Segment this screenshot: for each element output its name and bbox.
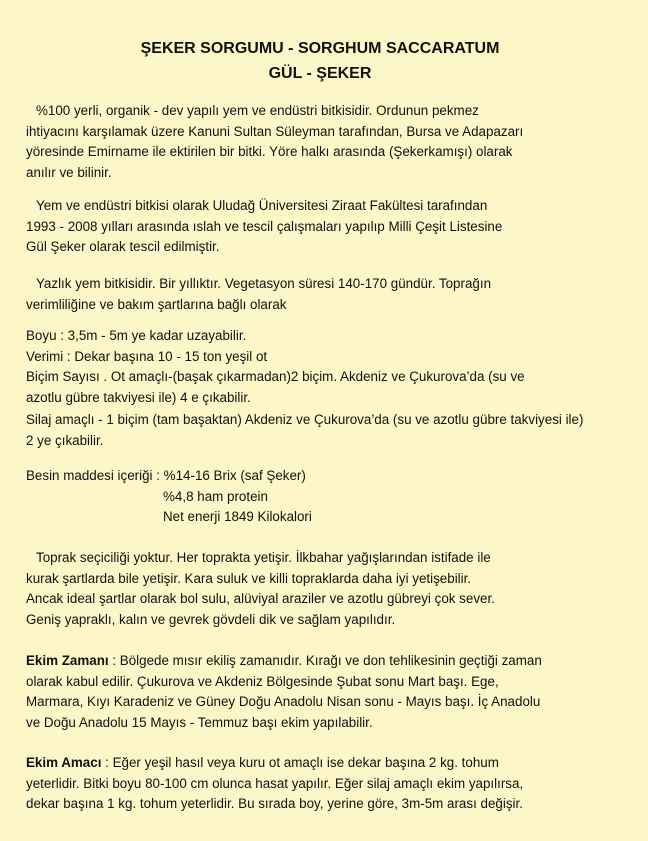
- text-line: anılır ve bilinir.: [26, 164, 112, 180]
- text-line: Toprak seçiciliği yoktur. Her toprakta yetişir. İlkbahar yağışlarından istifade ile: [36, 550, 491, 565]
- document-subtitle: GÜL - ŞEKER: [268, 65, 372, 82]
- text-line: Yem ve endüstri bitkisi olarak Uludağ Üniversitesi Ziraat Fakültesi tarafından: [36, 198, 488, 213]
- text-line: ihtiyacını karşılamak üzere Kanuni Sultan Süleyman tarafından, Bursa ve Adapazarı: [26, 123, 524, 139]
- nutrition-protein: %4,8 ham protein: [163, 488, 268, 504]
- text-line: olarak kabul edilir. Çukurova ve Akdeniz Bölgesinde Şubat sonu Mart başı. Ege,: [26, 673, 499, 689]
- planting-purpose-heading: Ekim Amacı: [26, 755, 102, 770]
- text-line: [26, 753, 636, 774]
- soil-paragraph: [26, 548, 636, 630]
- document-title: ŞEKER SORGUMU - SORGHUM SACCARATUM: [140, 40, 500, 57]
- text-line: yöresinde Emirname ile ektirilen bir bitki. Yöre halkı arasında (Şekerkamışı) olarak: [26, 144, 513, 159]
- text-line: %100 yerli, organik - dev yapılı yem ve endüstri bitkisidir. Ordunun pekmez: [36, 103, 479, 118]
- text-line: Ancak ideal şartlar olarak bol sulu, alüviyal araziler ve azotlu gübreyi çok sever.: [26, 591, 495, 606]
- specs-paragraph: [26, 326, 636, 408]
- season-paragraph: [26, 274, 636, 315]
- yield-spec: Verimi : Dekar başına 10 - 15 ton yeşil ot: [26, 348, 268, 364]
- text-line: : Bölgede mısır ekiliş zamanıdır. Kırağı ve don tehlikesinin geçtiği zaman: [108, 653, 542, 668]
- height-spec: Boyu : 3,5m - 5m ye kadar uzayabilir.: [26, 328, 247, 343]
- nutrition-block: [26, 466, 312, 528]
- planting-purpose-paragraph: [26, 753, 636, 815]
- planting-time-paragraph: [26, 651, 636, 733]
- nutrition-label: Besin maddesi içeriği : %14-16 Brix (saf Şeker): [26, 468, 306, 483]
- nutrition-energy: Net enerji 1849 Kilokalori: [163, 509, 312, 524]
- text-line: kurak şartlarda bile yetişir. Kara suluk ve killi topraklarda daha iyi yetişebilir.: [26, 570, 472, 586]
- text-line: 2 ye çıkabilir.: [26, 432, 104, 448]
- text-line: azotlu gübre takviyesi ile) 4 e çıkabilir.: [26, 389, 251, 405]
- text-line: [26, 651, 636, 672]
- text-line: verimliliğine ve bakım şartlarına bağlı olarak: [26, 296, 287, 312]
- planting-time-heading: Ekim Zamanı: [26, 653, 109, 668]
- text-line: Marmara, Kıyı Karadeniz ve Güney Doğu Anadolu Nisan sonu - Mayıs başı. İç Anadolu: [26, 694, 541, 709]
- text-line: dekar başına 1 kg. tohum yeterlidir. Bu sırada boy, yerine göre, 3m-5m arası değişir.: [26, 796, 523, 811]
- text-line: : Eğer yeşil hasıl veya kuru ot amaçlı ise dekar başına 2 kg. tohum: [101, 755, 499, 770]
- cutting-spec: Biçim Sayısı . Ot amaçlı-(başak çıkarmadan)2 biçim. Akdeniz ve Çukurova’da (su ve: [26, 369, 525, 384]
- text-line: Silaj amaçlı - 1 biçim (tam başaktan) Akdeniz ve Çukurova’da (su ve azotlu gübre takviyesi ile): [26, 412, 584, 427]
- text-line: yeterlidir. Bitki boyu 80-100 cm olunca hasat yapılır. Eğer silaj amaçlı ekim yapılırsa,: [26, 775, 524, 791]
- registration-paragraph: [26, 196, 636, 258]
- text-line: Geniş yapraklı, kalın ve gevrek gövdeli dik ve sağlam yapılıdır.: [26, 611, 396, 627]
- intro-paragraph: [26, 101, 636, 183]
- silage-paragraph: [26, 410, 636, 451]
- text-line: 1993 - 2008 yılları arasında ıslah ve tescil çalışmaları yapılıp Milli Çeşit Listesine: [26, 218, 503, 234]
- text-line: Yazlık yem bitkisidir. Bir yıllıktır. Vegetasyon süresi 140-170 gündür. Toprağın: [36, 276, 492, 291]
- text-line: Gül Şeker olarak tescil edilmiştir.: [26, 239, 220, 254]
- text-line: ve Doğu Anadolu 15 Mayıs - Temmuz başı ekim yapılabilir.: [26, 714, 373, 730]
